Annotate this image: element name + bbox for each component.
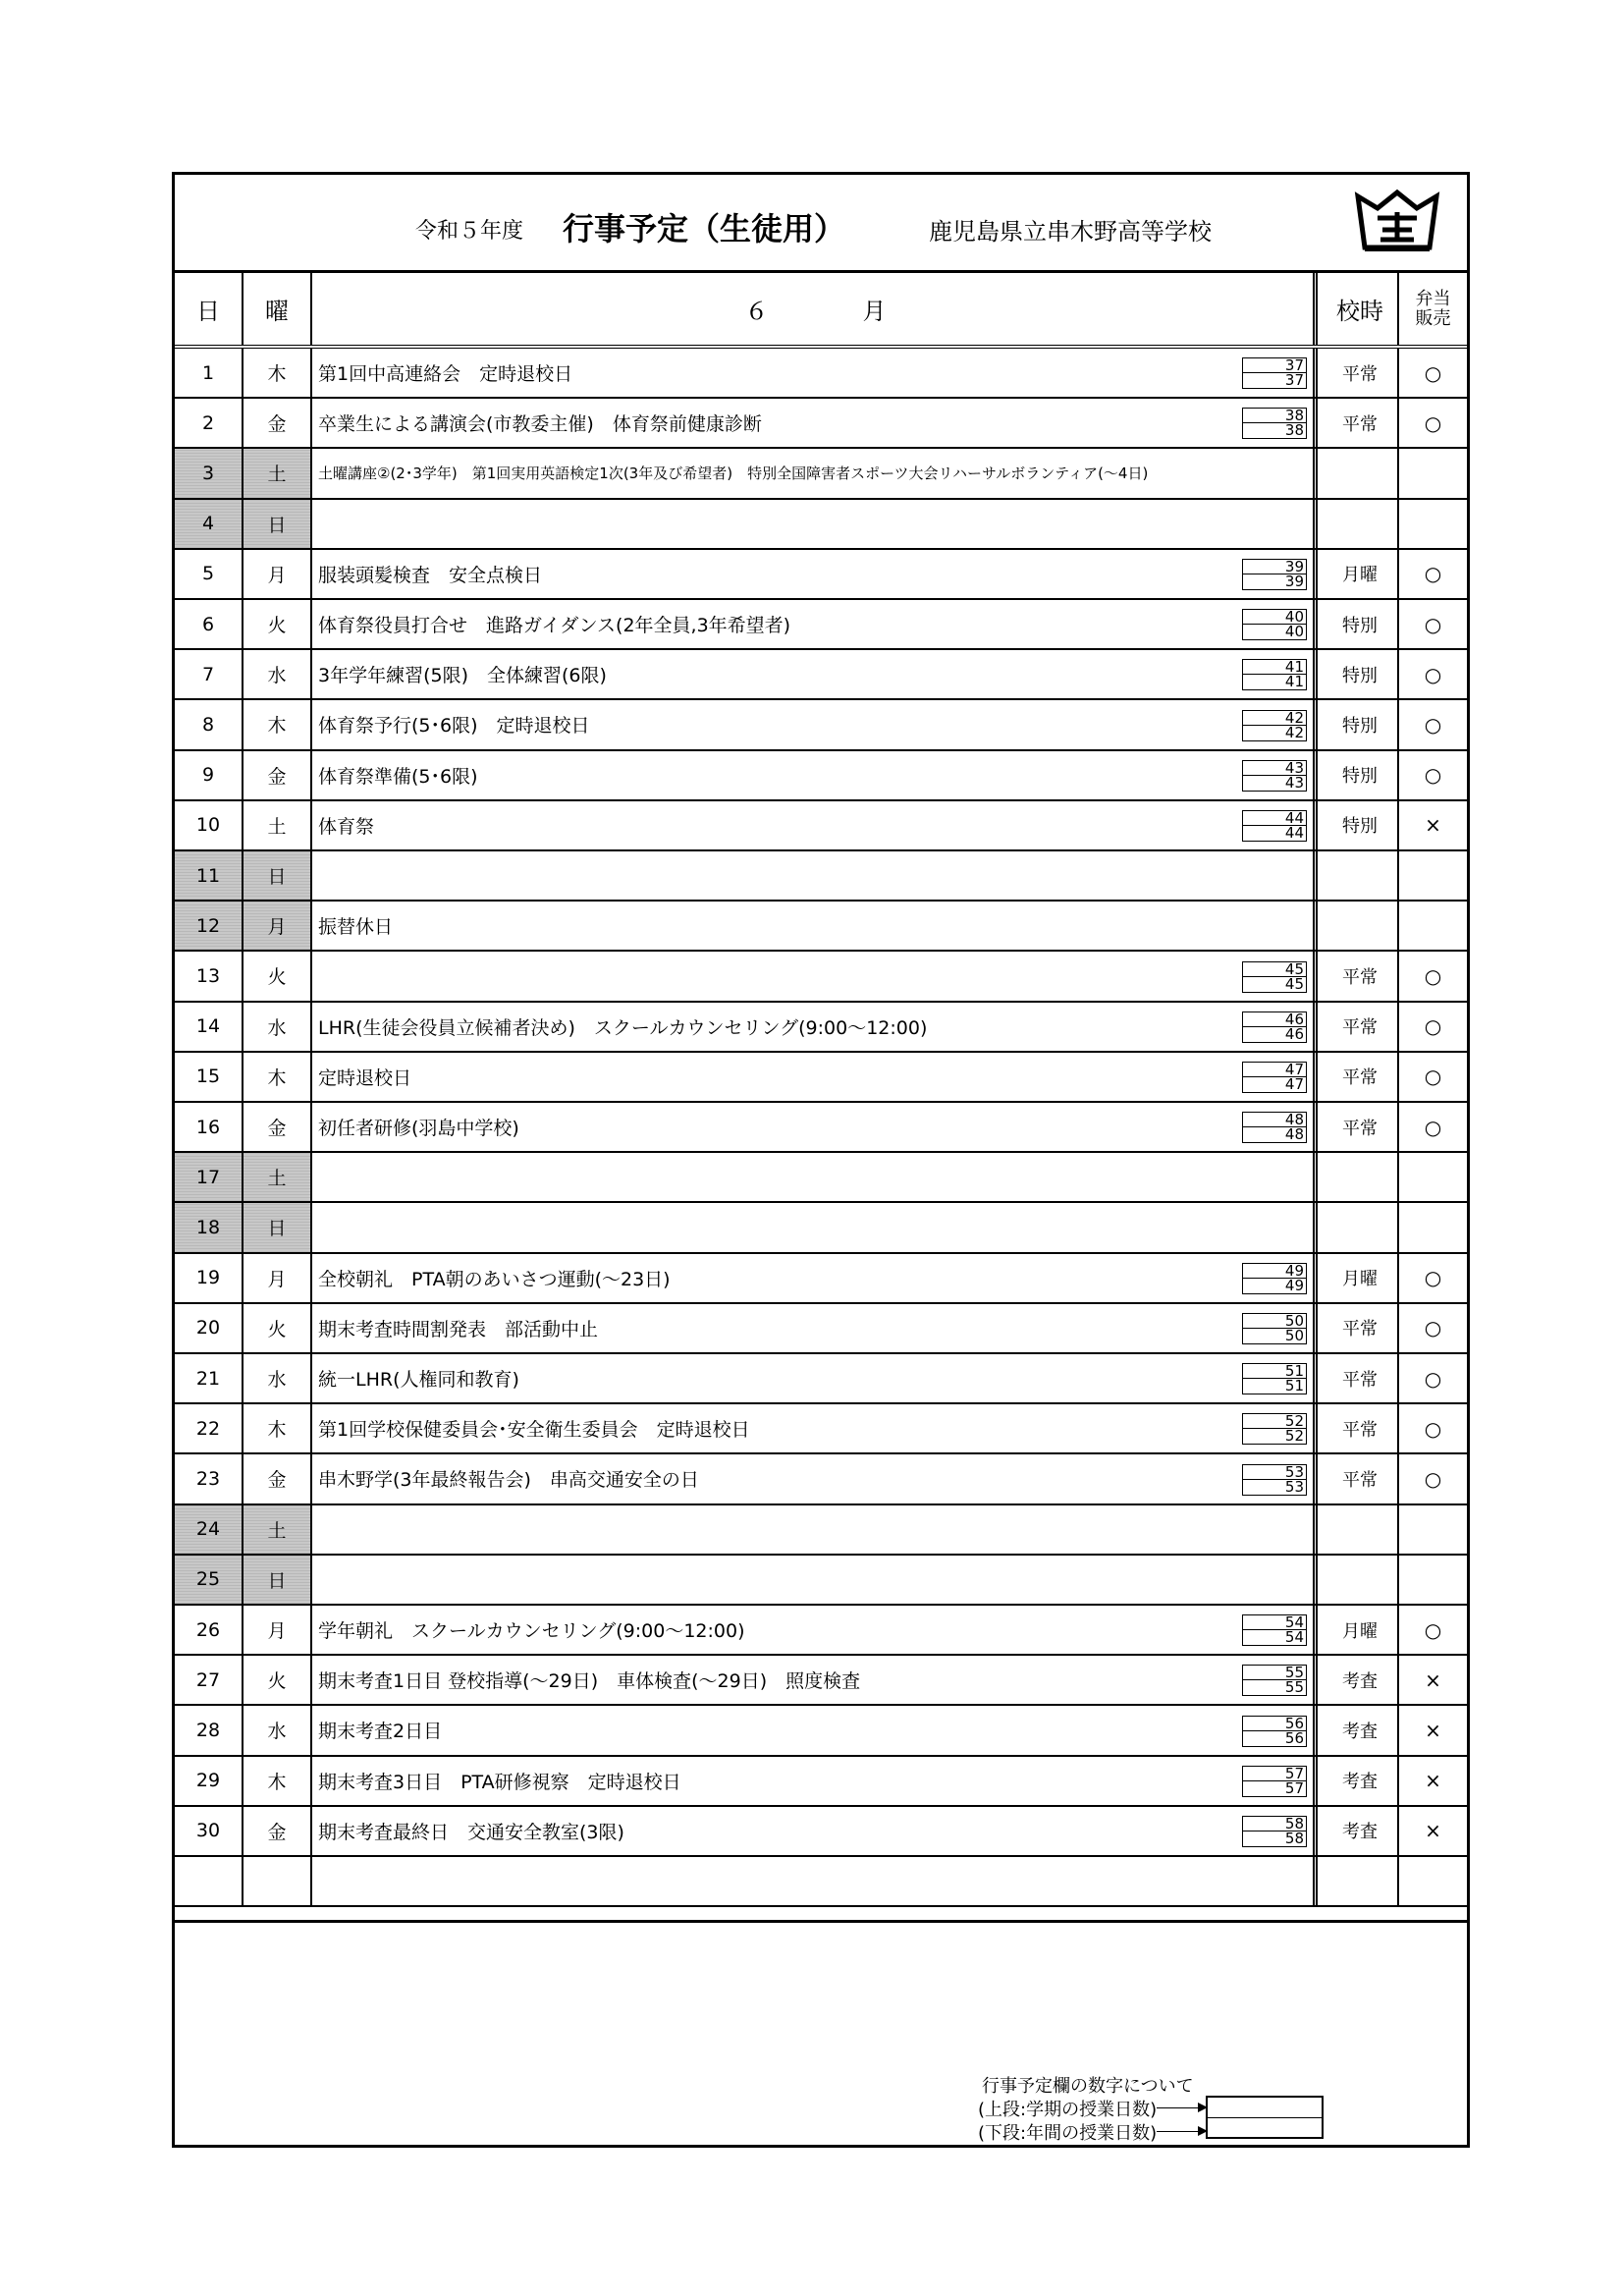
weekday-cell: 木 (243, 1404, 312, 1452)
schedule-cell: 特別 (1323, 751, 1399, 799)
weekday-cell: 水 (243, 1706, 312, 1754)
table-row (175, 1203, 1467, 1253)
term-day-count: 47 (1242, 1062, 1307, 1077)
weekday-cell: 月 (243, 1606, 312, 1654)
event-text: 全校朝礼 PTA朝のあいさつ運動(～23日) (318, 1268, 671, 1290)
weekday-cell: 月 (243, 550, 312, 598)
event-cell (312, 952, 1318, 1000)
event-text: 学年朝礼 スクールカウンセリング(9:00～12:00) (318, 1620, 745, 1643)
schedule-cell: 特別 (1323, 600, 1399, 648)
event-cell (312, 600, 1318, 648)
table-row (175, 1556, 1467, 1606)
table-row (175, 449, 1467, 499)
weekday-cell: 木 (243, 1757, 312, 1805)
class-day-counter (1242, 1413, 1307, 1447)
table-row (175, 349, 1467, 399)
event-text: 第1回中高連絡会 定時退校日 (318, 363, 573, 386)
weekday-cell: 火 (243, 1656, 312, 1704)
day-cell: 15 (175, 1053, 243, 1101)
schedule-cell (1323, 1203, 1399, 1251)
weekday-cell: 日 (243, 1203, 312, 1251)
schedule-cell (1323, 1505, 1399, 1554)
schedule-cell: 考査 (1323, 1757, 1399, 1805)
term-day-count: 51 (1242, 1363, 1307, 1379)
term-day-count: 49 (1242, 1263, 1307, 1279)
weekday-cell: 火 (243, 952, 312, 1000)
bento-cell: ○ (1424, 562, 1442, 586)
year-day-count: 38 (1242, 423, 1307, 439)
event-cell (312, 1505, 1318, 1554)
table-row (175, 1656, 1467, 1706)
table-row (175, 801, 1467, 851)
class-day-counter (1242, 1363, 1307, 1396)
schedule-cell (1323, 851, 1399, 900)
event-cell (312, 1103, 1318, 1151)
year-day-count: 44 (1242, 826, 1307, 842)
year-day-count: 54 (1242, 1630, 1307, 1646)
bento-cell: ○ (1424, 1065, 1442, 1089)
bento-cell: ○ (1424, 1366, 1442, 1391)
event-text: 期末考査最終日 交通安全教室(3限) (318, 1821, 624, 1843)
weekday-cell: 木 (243, 1053, 312, 1101)
event-cell (312, 1053, 1318, 1101)
table-row (175, 1153, 1467, 1203)
table-row (175, 1706, 1467, 1756)
term-day-count: 43 (1242, 760, 1307, 776)
bento-cell (1399, 851, 1467, 900)
table-row (175, 1857, 1467, 1907)
weekday-cell: 日 (243, 1556, 312, 1604)
day-cell: 30 (175, 1807, 243, 1855)
bento-cell (1399, 1153, 1467, 1201)
class-day-counter (1242, 1011, 1307, 1045)
year-day-count: 47 (1242, 1077, 1307, 1093)
table-row (175, 550, 1467, 600)
class-day-counter (1242, 1263, 1307, 1296)
schedule-cell: 平常 (1323, 952, 1399, 1000)
year-day-count: 51 (1242, 1379, 1307, 1394)
year-day-count: 56 (1242, 1731, 1307, 1747)
term-day-count: 38 (1242, 408, 1307, 423)
event-text: 串木野学(3年最終報告会) 串高交通安全の日 (318, 1469, 699, 1492)
year-day-count: 40 (1242, 625, 1307, 640)
notes-lower: (下段:年間の授業日数) (978, 2123, 1158, 2144)
year-day-count: 49 (1242, 1279, 1307, 1294)
weekday-cell: 水 (243, 650, 312, 698)
table-row (175, 1304, 1467, 1354)
event-cell (312, 851, 1318, 900)
schedule-cell (1323, 1556, 1399, 1604)
table-row (175, 1505, 1467, 1556)
event-cell (312, 902, 1318, 950)
weekday-cell: 木 (243, 700, 312, 748)
bento-cell: ○ (1424, 1617, 1442, 1642)
event-cell (312, 1203, 1318, 1251)
event-text: 土曜講座②(2･3学年) 第1回実用英語検定1次(3年及び希望者) 特別全国障害者スポーツ大会リハーサルボランティア(～4日) (318, 465, 1149, 483)
term-day-count: 50 (1242, 1313, 1307, 1329)
weekday-cell: 火 (243, 1304, 312, 1352)
schedule-sheet (172, 172, 1470, 2148)
bento-cell: × (1425, 813, 1441, 838)
day-cell: 24 (175, 1505, 243, 1554)
header-bento-line2: 販売 (1415, 307, 1451, 329)
bento-cell (1399, 500, 1467, 548)
schedule-cell: 考査 (1323, 1807, 1399, 1855)
bento-cell: ○ (1424, 963, 1442, 988)
class-day-counter (1242, 559, 1307, 592)
era-label: 令和５年度 (415, 219, 524, 244)
weekday-cell: 木 (243, 349, 312, 397)
event-text: 体育祭役員打合せ 進路ガイダンス(2年全員,3年希望者) (318, 615, 791, 637)
table-row (175, 1807, 1467, 1857)
event-cell (312, 1857, 1318, 1905)
event-text: 体育祭予行(5･6限) 定時退校日 (318, 715, 590, 738)
weekday-cell: 日 (243, 500, 312, 548)
schedule-cell: 考査 (1323, 1656, 1399, 1704)
event-cell (312, 751, 1318, 799)
bento-cell: × (1425, 1718, 1441, 1742)
header-month: ６ 月 (312, 273, 1318, 345)
event-cell (312, 500, 1318, 548)
year-day-count: 39 (1242, 574, 1307, 590)
event-text: 期末考査時間割発表 部活動中止 (318, 1318, 599, 1340)
notes-upper: (上段:学期の授業日数) (978, 2100, 1158, 2120)
term-day-count: 39 (1242, 559, 1307, 574)
bento-cell: ○ (1424, 712, 1442, 737)
year-day-count: 50 (1242, 1329, 1307, 1344)
bento-cell (1399, 1203, 1467, 1251)
event-cell (312, 550, 1318, 598)
day-cell: 23 (175, 1454, 243, 1503)
schedule-cell: 平常 (1323, 1304, 1399, 1352)
table-header (175, 273, 1467, 349)
year-day-count: 43 (1242, 776, 1307, 792)
event-text: 服装頭髪検査 安全点検日 (318, 564, 543, 586)
schedule-cell: 平常 (1323, 1354, 1399, 1402)
class-day-counter (1242, 1716, 1307, 1749)
weekday-cell: 土 (243, 1505, 312, 1554)
table-row (175, 1757, 1467, 1807)
weekday-cell: 金 (243, 1103, 312, 1151)
term-day-count: 44 (1242, 810, 1307, 826)
term-day-count: 45 (1242, 961, 1307, 977)
class-day-counter (1242, 710, 1307, 743)
bento-cell: ○ (1424, 763, 1442, 788)
weekday-cell: 金 (243, 751, 312, 799)
weekday-cell: 火 (243, 600, 312, 648)
schedule-cell: 平常 (1323, 349, 1399, 397)
bento-cell: ○ (1424, 360, 1442, 385)
schedule-cell: 特別 (1323, 801, 1399, 849)
event-text: LHR(生徒会役員立候補者決め) スクールカウンセリング(9:00～12:00) (318, 1016, 928, 1039)
table-row (175, 751, 1467, 801)
schedule-cell: 考査 (1323, 1706, 1399, 1754)
event-cell (312, 1003, 1318, 1051)
schedule-cell: 平常 (1323, 1053, 1399, 1101)
event-cell (312, 1807, 1318, 1855)
event-cell (312, 1254, 1318, 1302)
day-cell: 14 (175, 1003, 243, 1051)
schedule-cell: 特別 (1323, 700, 1399, 748)
event-text: 期末考査2日目 (318, 1721, 443, 1743)
class-day-counter (1242, 1614, 1307, 1648)
year-day-count: 48 (1242, 1127, 1307, 1143)
schedule-cell: 月曜 (1323, 1606, 1399, 1654)
table-row (175, 1053, 1467, 1103)
year-day-count: 46 (1242, 1027, 1307, 1043)
school-crest-icon (1353, 189, 1441, 257)
event-cell (312, 1706, 1318, 1754)
event-text: 期末考査1日目 登校指導(～29日) 車体検査(～29日) 照度検査 (318, 1670, 861, 1693)
weekday-cell: 水 (243, 1354, 312, 1402)
class-day-counter (1242, 961, 1307, 995)
day-cell: 5 (175, 550, 243, 598)
class-day-counter (1242, 1313, 1307, 1346)
title-row (175, 175, 1467, 273)
schedule-cell (1323, 1153, 1399, 1201)
event-cell (312, 801, 1318, 849)
weekday-cell: 月 (243, 1254, 312, 1302)
year-day-count: 55 (1242, 1680, 1307, 1696)
event-text: 3年学年練習(5限) 全体練習(6限) (318, 665, 607, 687)
arrow-upper-icon (1157, 2107, 1206, 2108)
weekday-cell: 金 (243, 1454, 312, 1503)
bento-cell (1399, 449, 1467, 497)
bento-cell: × (1425, 1819, 1441, 1843)
schedule-cell (1323, 500, 1399, 548)
class-day-counter (1242, 760, 1307, 793)
schedule-cell (1323, 902, 1399, 950)
bento-cell: ○ (1424, 1115, 1442, 1139)
day-cell: 28 (175, 1706, 243, 1754)
schedule-cell (1323, 1857, 1399, 1905)
term-day-count: 48 (1242, 1112, 1307, 1127)
day-cell: 11 (175, 851, 243, 900)
year-day-count: 37 (1242, 373, 1307, 389)
event-text: 体育祭 (318, 815, 375, 838)
event-cell (312, 1556, 1318, 1604)
term-day-count: 56 (1242, 1716, 1307, 1731)
day-cell (175, 1857, 243, 1905)
event-text: 卒業生による講演会(市教委主催) 体育祭前健康診断 (318, 413, 762, 436)
weekday-cell: 水 (243, 1003, 312, 1051)
day-cell: 1 (175, 349, 243, 397)
term-day-count: 41 (1242, 659, 1307, 675)
bento-cell (1399, 1505, 1467, 1554)
weekday-cell: 土 (243, 1153, 312, 1201)
schedule-cell: 平常 (1323, 399, 1399, 447)
table-row (175, 1103, 1467, 1153)
schedule-cell: 平常 (1323, 1404, 1399, 1452)
term-day-count: 57 (1242, 1766, 1307, 1781)
event-cell (312, 1404, 1318, 1452)
day-cell: 27 (175, 1656, 243, 1704)
table-row (175, 1454, 1467, 1504)
event-text: 振替休日 (318, 916, 394, 939)
term-day-count: 54 (1242, 1614, 1307, 1630)
day-cell: 9 (175, 751, 243, 799)
table-row (175, 1354, 1467, 1404)
day-cell: 6 (175, 600, 243, 648)
schedule-cell: 特別 (1323, 650, 1399, 698)
class-day-counter (1242, 1665, 1307, 1698)
day-cell: 4 (175, 500, 243, 548)
day-cell: 17 (175, 1153, 243, 1201)
event-cell (312, 1757, 1318, 1805)
day-cell: 18 (175, 1203, 243, 1251)
bento-cell: ○ (1424, 1316, 1442, 1340)
day-cell: 22 (175, 1404, 243, 1452)
bento-cell: × (1425, 1769, 1441, 1793)
table-row (175, 700, 1467, 750)
day-cell: 16 (175, 1103, 243, 1151)
day-cell: 26 (175, 1606, 243, 1654)
page-title: 行事予定（生徒用） (563, 210, 846, 247)
day-cell: 2 (175, 399, 243, 447)
class-day-counter (1242, 609, 1307, 642)
term-day-count: 55 (1242, 1665, 1307, 1680)
day-cell: 12 (175, 902, 243, 950)
event-cell (312, 700, 1318, 748)
class-day-counter (1242, 1062, 1307, 1095)
day-cell: 29 (175, 1757, 243, 1805)
day-cell: 20 (175, 1304, 243, 1352)
term-day-count: 37 (1242, 357, 1307, 373)
header-bento (1399, 273, 1467, 345)
bento-cell (1399, 1556, 1467, 1604)
weekday-cell: 土 (243, 801, 312, 849)
schedule-cell: 平常 (1323, 1454, 1399, 1503)
bento-cell: ○ (1424, 410, 1442, 435)
day-cell: 3 (175, 449, 243, 497)
class-day-counter (1242, 810, 1307, 844)
event-cell (312, 1354, 1318, 1402)
bento-cell: ○ (1424, 612, 1442, 636)
year-day-count: 57 (1242, 1781, 1307, 1797)
schedule-cell (1323, 449, 1399, 497)
bento-cell: × (1425, 1667, 1441, 1692)
weekday-cell: 土 (243, 449, 312, 497)
table-row (175, 500, 1467, 550)
header-schedule: 校時 (1323, 273, 1399, 345)
year-day-count: 41 (1242, 675, 1307, 690)
bento-cell: ○ (1424, 1466, 1442, 1491)
header-bento-line1: 弁当 (1415, 288, 1451, 309)
table-row (175, 600, 1467, 650)
event-cell (312, 399, 1318, 447)
event-text: 統一LHR(人権同和教育) (318, 1369, 519, 1392)
class-day-counter (1242, 1816, 1307, 1849)
event-text: 体育祭準備(5･6限) (318, 765, 478, 788)
day-cell: 7 (175, 650, 243, 698)
schedule-cell: 月曜 (1323, 550, 1399, 598)
header-weekday: 曜 (243, 273, 312, 345)
schedule-cell: 平常 (1323, 1103, 1399, 1151)
arrow-lower-icon (1157, 2131, 1206, 2132)
table-row (175, 1254, 1467, 1304)
event-cell (312, 650, 1318, 698)
event-cell (312, 1304, 1318, 1352)
table-row (175, 902, 1467, 952)
schedule-cell: 月曜 (1323, 1254, 1399, 1302)
event-cell (312, 1454, 1318, 1503)
bento-cell: ○ (1424, 1266, 1442, 1290)
event-cell (312, 1606, 1318, 1654)
year-day-count: 52 (1242, 1429, 1307, 1445)
bento-cell (1399, 1857, 1467, 1905)
term-day-count: 40 (1242, 609, 1307, 625)
table-row (175, 1404, 1467, 1454)
weekday-cell: 金 (243, 1807, 312, 1855)
term-day-count: 53 (1242, 1464, 1307, 1480)
event-text: 初任者研修(羽島中学校) (318, 1118, 519, 1140)
bento-cell: ○ (1424, 1416, 1442, 1441)
bento-cell: ○ (1424, 1014, 1442, 1039)
year-day-count: 53 (1242, 1480, 1307, 1496)
weekday-cell: 金 (243, 399, 312, 447)
event-text: 第1回学校保健委員会･安全衛生委員会 定時退校日 (318, 1419, 750, 1442)
notes-area (175, 1920, 1467, 2146)
term-day-count: 46 (1242, 1011, 1307, 1027)
term-day-count: 42 (1242, 710, 1307, 726)
year-day-count: 42 (1242, 726, 1307, 741)
class-day-counter (1242, 408, 1307, 441)
legend-box (1206, 2096, 1324, 2139)
class-day-counter (1242, 357, 1307, 391)
bento-cell: ○ (1424, 662, 1442, 686)
term-day-count: 52 (1242, 1413, 1307, 1429)
day-cell: 13 (175, 952, 243, 1000)
header-day: 日 (175, 273, 243, 345)
table-row (175, 1606, 1467, 1656)
day-cell: 21 (175, 1354, 243, 1402)
bento-cell (1399, 902, 1467, 950)
event-text: 期末考査3日目 PTA研修視察 定時退校日 (318, 1771, 681, 1793)
notes-title: 行事予定欄の数字について (982, 2076, 1194, 2097)
event-text: 定時退校日 (318, 1066, 412, 1089)
term-day-count: 58 (1242, 1816, 1307, 1831)
day-cell: 10 (175, 801, 243, 849)
day-cell: 25 (175, 1556, 243, 1604)
event-cell (312, 349, 1318, 397)
event-cell (312, 1656, 1318, 1704)
class-day-counter (1242, 659, 1307, 692)
day-cell: 8 (175, 700, 243, 748)
year-day-count: 45 (1242, 977, 1307, 993)
class-day-counter (1242, 1464, 1307, 1498)
table-row (175, 650, 1467, 700)
table-row (175, 851, 1467, 902)
table-row (175, 399, 1467, 449)
table-row (175, 1003, 1467, 1053)
event-cell (312, 449, 1318, 497)
weekday-cell (243, 1857, 312, 1905)
weekday-cell: 日 (243, 851, 312, 900)
weekday-cell: 月 (243, 902, 312, 950)
class-day-counter (1242, 1112, 1307, 1145)
table-row (175, 952, 1467, 1002)
event-cell (312, 1153, 1318, 1201)
year-day-count: 58 (1242, 1831, 1307, 1847)
schedule-cell: 平常 (1323, 1003, 1399, 1051)
class-day-counter (1242, 1766, 1307, 1799)
day-cell: 19 (175, 1254, 243, 1302)
school-name: 鹿児島県立串木野高等学校 (929, 218, 1212, 246)
